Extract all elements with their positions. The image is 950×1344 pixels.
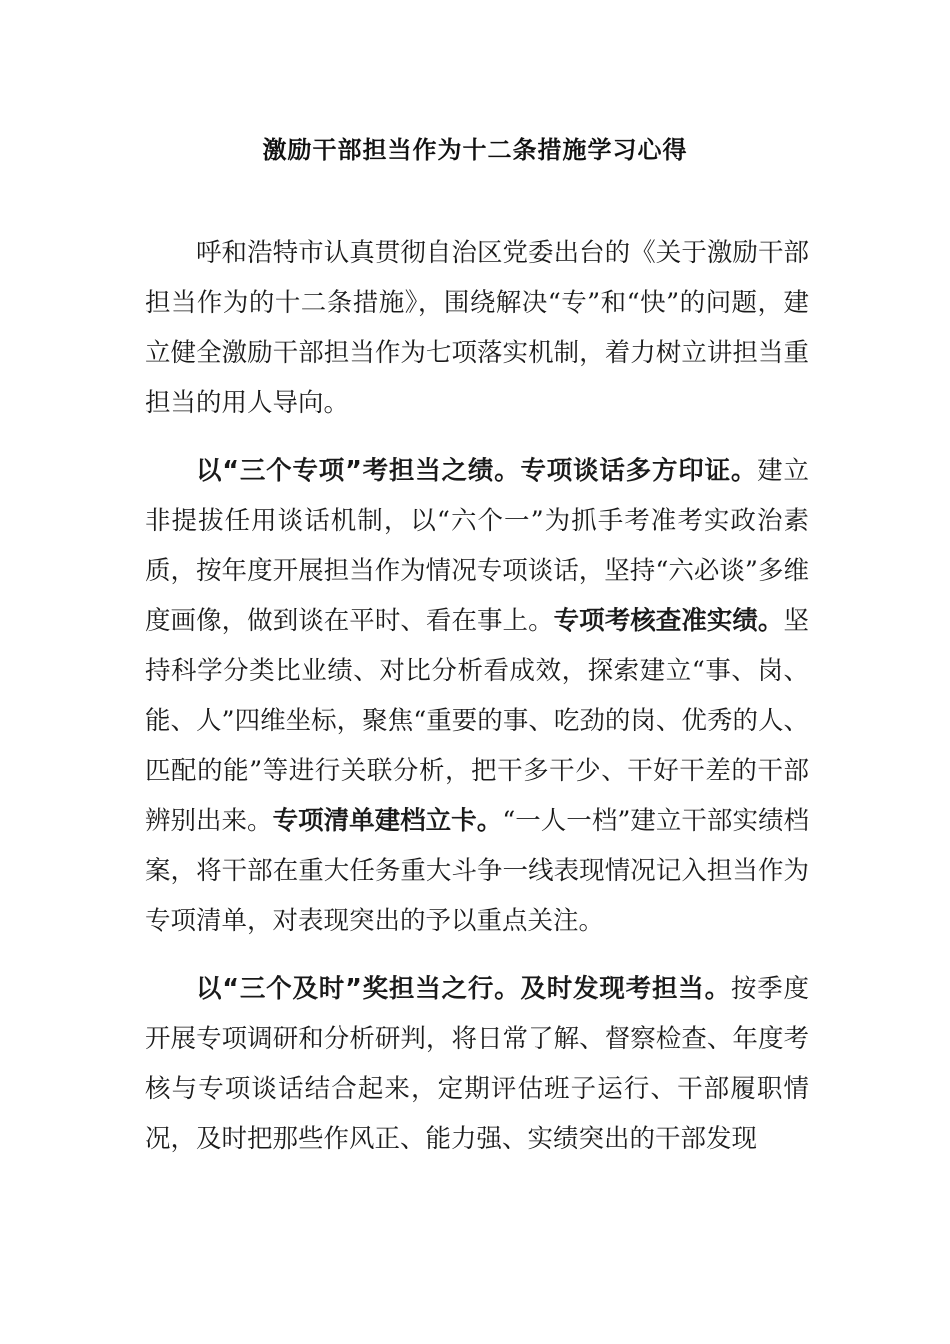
- paragraph-text: 坚持科学分类比业绩、对比分析看成效，探索建立“事、岗、能、人”四维坐标，聚焦“重要的事、吃劲的岗、优秀的人、匹配的能”等进行关联分析，把干多干少、干好干差的干部辨别出来。: [145, 606, 809, 836]
- paragraph-text: 呼和浩特市认真贯彻自治区党委出台的《关于激励干部担当作为的十二条措施》，围绕解决“专”和“快”的问题，建立健全激励干部担当作为七项落实机制，着力树立讲担当重担当的用人导向。: [145, 238, 809, 418]
- paragraph-intro: [145, 228, 809, 428]
- section-heading: 以“三个专项”考担当之绩。专项谈话多方印证。: [196, 456, 758, 486]
- section-heading: 以“三个及时”奖担当之行。及时发现考担当。: [196, 974, 731, 1004]
- document-title: 激励干部担当作为十二条措施学习心得: [262, 136, 688, 164]
- subheading: 专项清单建档立卡。: [272, 806, 503, 836]
- document-body: [145, 228, 809, 1182]
- paragraph-text: “一人一档”建立干部实绩档案，将干部在重大任务重大斗争一线表现情况记入担当作为专项清单，对表现突出的予以重点关注。: [145, 806, 809, 936]
- paragraph-text: 按季度开展专项调研和分析研判，将日常了解、督察检查、年度考核与专项谈话结合起来，定期评估班子运行、干部履职情况，及时把那些作风正、能力强、实绩突出的干部发现: [145, 974, 809, 1154]
- paragraph-three-timely: [145, 964, 809, 1164]
- paragraph-text: 建立非提拔任用谈话机制，以“六个一”为抓手考准考实政治素质，按年度开展担当作为情况专项谈话，坚持“六必谈”多维度画像，做到谈在平时、看在事上。: [145, 456, 809, 636]
- paragraph-three-specials: [145, 446, 809, 946]
- subheading: 专项考核查准实绩。: [553, 606, 784, 636]
